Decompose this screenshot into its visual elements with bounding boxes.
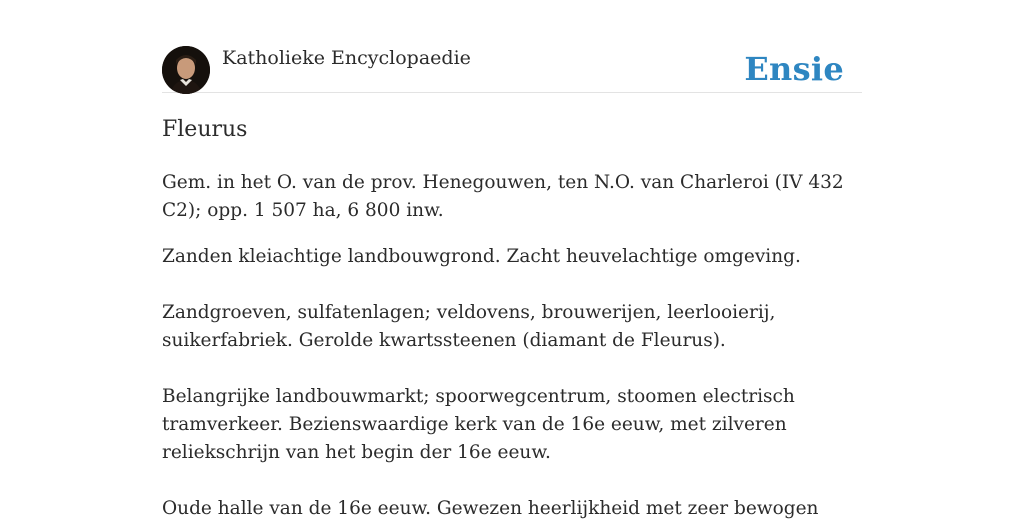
site-header: [162, 0, 862, 93]
article-paragraph: Belangrijke landbouwmarkt; spoorwegcentrum, stoomen electrisch tramverkeer. Bezienswaardige kerk van de 16e eeuw, met zilveren reliekschrijn van het begin der 16e eeuw.: [162, 386, 795, 463]
brand-logo[interactable]: Ensie: [744, 50, 844, 88]
article-paragraph: Gem. in het O. van de prov. Henegouwen, ten N.O. van Charleroi (IV 432 C2); opp. 1 507 ha, 6 800 inw.: [162, 172, 844, 221]
site-name[interactable]: Katholieke Encyclopaedie: [222, 47, 471, 69]
article-paragraph: Zanden kleiachtige landbouwgrond. Zacht heuvelachtige omgeving.: [162, 246, 801, 267]
portrait-icon: [162, 46, 210, 94]
page-container: [162, 0, 862, 519]
avatar[interactable]: [162, 46, 210, 94]
article-paragraph: Oude halle van de 16e eeuw. Gewezen heerlijkheid met zeer bewogen: [162, 498, 819, 519]
article-paragraph: Zandgroeven, sulfatenlagen; veldovens, brouwerijen, leerlooierij, suikerfabriek. Gerolde kwartssteenen (diamant de Fleurus).: [162, 302, 776, 351]
article-title: Fleurus: [162, 117, 248, 142]
